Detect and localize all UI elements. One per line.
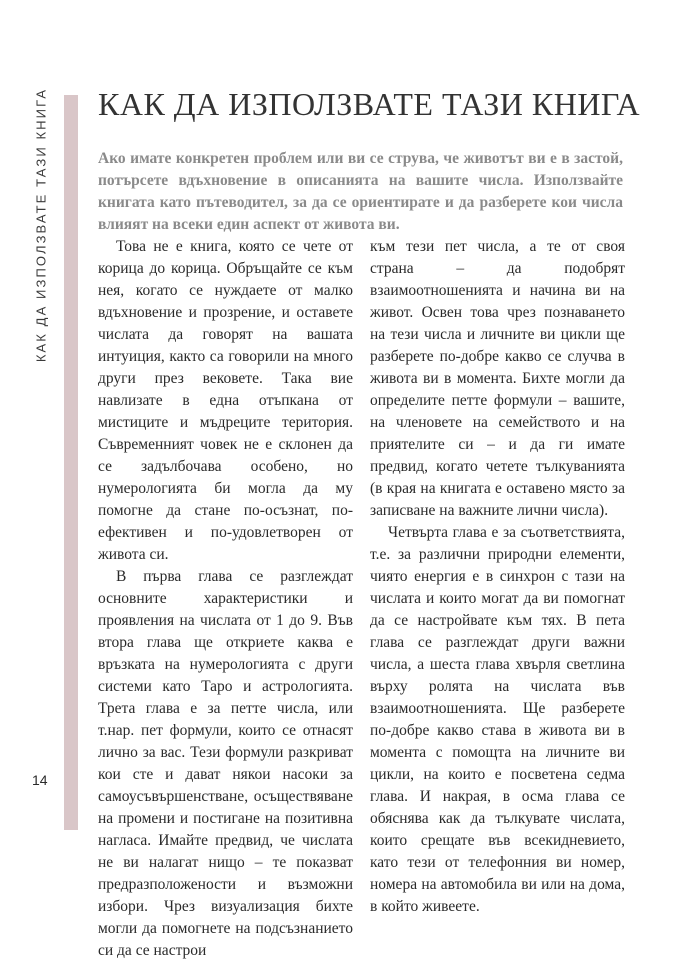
intro-paragraph: Ако имате конкретен проблем или ви се струва, че животът ви е в застой, потърсете вдъхновение в описанията на вашите числа. Използвайте книгата като пътеводител, за да се ориентирате и да разберете кои числа влияят на всеки един аспект от живота ви. — [98, 150, 623, 233]
body-paragraph-continued: към тези пет числа, а те от своя страна – да подобрят взаимоотношенията и начина ви на живот. Освен това чрез познаването на тези числа и личните ви цикли ще разберете по-добре какво се случва в живота ви в момента. Бихте могли да определите петте формули – вашите, на членовете на семейството и на приятелите си – и да ги имате предвид, когато четете тълкуванията (в края на книгата е оставено място за записване на важните лични числа). — [370, 238, 625, 519]
body-paragraph: Това не е книга, която се чете от корица до корица. Обръщайте се към нея, когато се нуждаете от малко вдъхновение и прозрение, и оставете числата да говорят на вашата интуиция, както са говорили на много други през вековете. Така вие навлизате в една отъпкана от мистиците и мъдреците територия. Съвременният човек не е склонен да се задълбочава особено, но нумерологията би могла да му помогне да стане по-осъзнат, по-ефективен и по-удовлетворен от живота си. — [98, 238, 353, 563]
page-number: 14 — [32, 772, 48, 788]
page-title: КАК ДА ИЗПОЛЗВАТЕ ТАЗИ КНИГА — [98, 86, 641, 122]
running-head-text: КАК ДА ИЗПОЛЗВАТЕ ТАЗИ КНИГА — [33, 87, 49, 363]
sidebar-accent-bar — [64, 95, 78, 830]
body-paragraph: Четвърта глава е за съответствията, т.е. за различни природни елементи, чиято енергия е в синхрон с тази на числата и които могат да ви помогнат да се настройвате към тях. В пета глава се разглеждат други важни числа, а шеста глава хвърля светлина върху ролята на числата във взаимоотношенията. Ще разберете по-добре какво става в живота ви в момента с помощта на личните ви цикли, на които е посветена седма глава. И накрая, в осма глава се обяснява как да тълкувате числата, които срещате във всекидневието, като тези от телефонния ви номер, номера на автомобила ви или на дома, в който живеете. — [370, 524, 625, 915]
running-head-vertical — [30, 87, 52, 363]
body-paragraph: В първа глава се разглеждат основните характеристики и проявления на числата от 1 до 9. Във втора глава ще откриете каква е връзката на нумерологията с други системи като Таро и астрологията. Трета глава е за петте числа, или т.нар. пет формули, които се отнасят лично за вас. Тези формули разкриват кои сте и дават някои насоки за самоусъвършенстване, осъществяване на промени и постигане на позитивна нагласа. Имайте предвид, че числата не ви налагат нищо – те показват предразположености и възможни избори. Чрез визуализация бихте могли да помогнете на подсъзнанието си да се настрои — [98, 568, 353, 959]
body-column-left — [98, 236, 353, 962]
body-column-right — [370, 236, 625, 918]
